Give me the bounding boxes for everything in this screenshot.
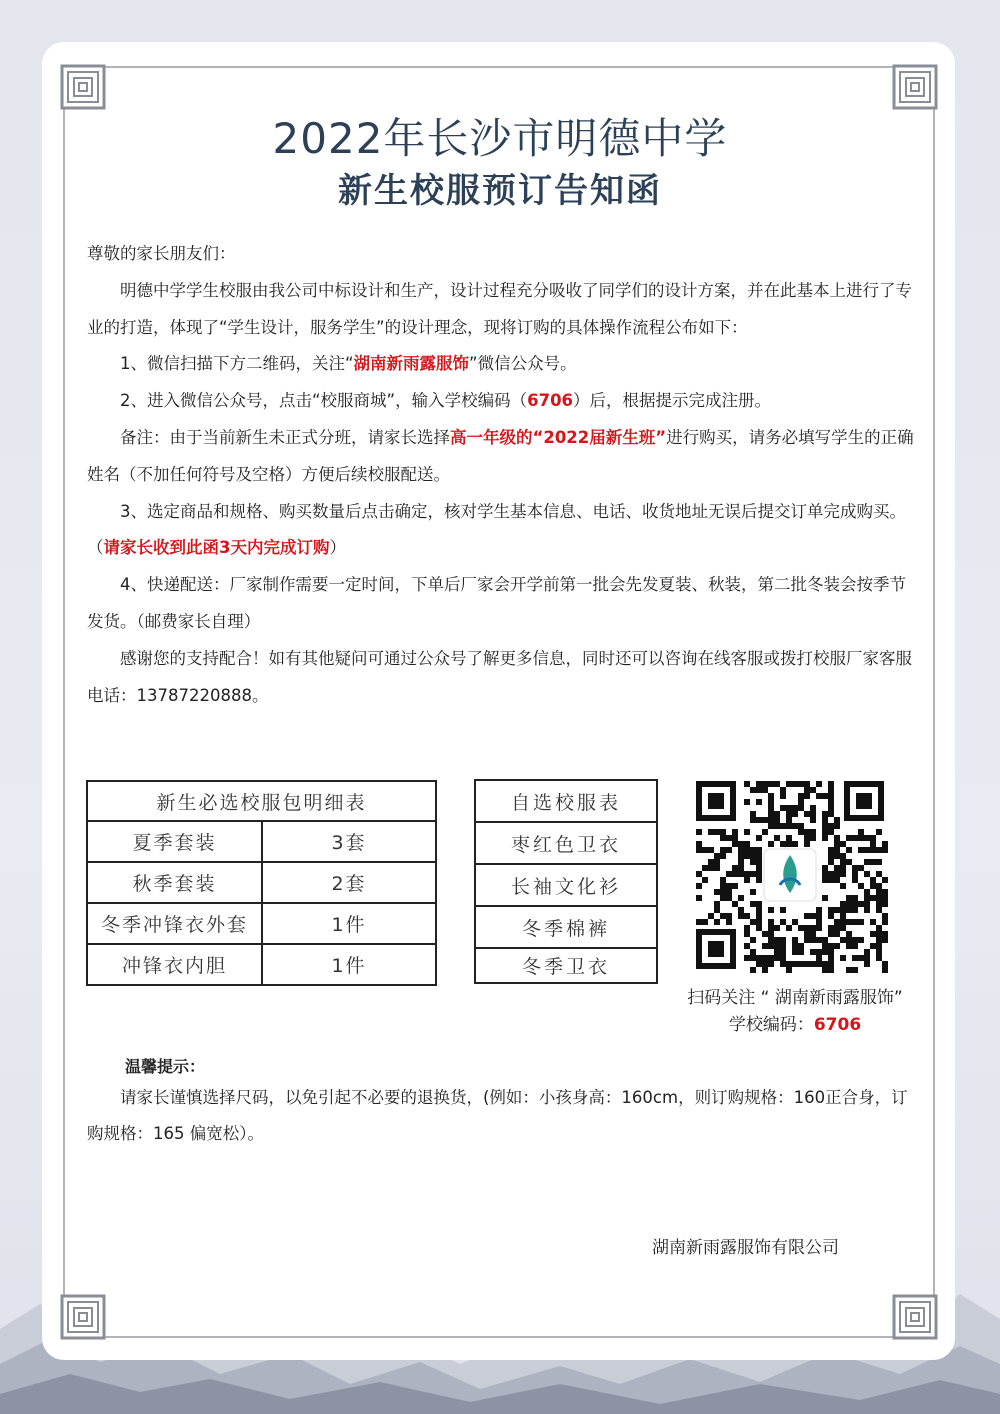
item-cell: 枣红色卫衣 (475, 822, 657, 864)
table-header: 新生必选校服包明细表 (87, 781, 436, 821)
step-2-text: 2、进入微信公众号，点击“校服商城”，输入学校编码（ (120, 391, 528, 411)
step-2 (87, 383, 917, 420)
school-code-label: 学校编码： (728, 1015, 814, 1035)
step-3-text-end: ） (329, 538, 346, 558)
deadline-highlight: 请家长收到此函3天内完成订购 (103, 538, 330, 558)
school-code-value: 6706 (813, 1015, 862, 1035)
tips-title: 温馨提示： (125, 1057, 206, 1076)
note (87, 420, 917, 494)
item-cell: 长袖文化衫 (475, 864, 657, 906)
optional-uniform-table (474, 779, 658, 984)
page-title: 2022年长沙市明德中学 (272, 114, 728, 163)
qr-caption: 扫码关注 “ 湖南新雨露服饰” (687, 988, 903, 1008)
tips-text: 请家长谨慎选择尺码，以免引起不必要的退换货，(例如：小孩身高：160cm，则订购规格：160正合身，订购规格：165 偏宽松）。 (87, 1088, 908, 1143)
thanks-paragraph: 感谢您的支持配合！如有其他疑问可通过公众号了解更多信息，同时还可以咨询在线客服或拨打校服厂家客服电话：13787220888。 (87, 648, 912, 705)
school-code-highlight: 6706 (527, 391, 574, 411)
note-text-end: 进行购买，请务必填写学生的正确姓名（不加任何符号及空格）方便后续校服配送。 (87, 427, 914, 484)
step-1-text-end: ”微信公众号。 (469, 354, 577, 374)
corner-ornament-icon (892, 64, 938, 110)
item-cell: 夏季套装 (87, 821, 262, 862)
table-row (475, 822, 657, 864)
corner-ornament-icon (60, 1294, 106, 1340)
item-cell: 冬季棉裤 (475, 906, 657, 948)
required-uniform-table (86, 780, 437, 986)
item-cell: 冲锋衣内胆 (87, 944, 262, 985)
letter-body (87, 236, 917, 714)
table-row (475, 906, 657, 948)
school-code-caption (660, 1010, 930, 1035)
item-cell: 冬季卫衣 (475, 948, 657, 983)
table-header: 自选校服表 (475, 780, 657, 822)
step-2-text-end: ）后，根据提示完成注册。 (573, 391, 772, 411)
class-highlight: 高一年级的“2022届新生班” (450, 427, 667, 447)
table-row (475, 948, 657, 983)
step-1 (87, 346, 917, 383)
qty-cell: 2套 (262, 862, 436, 903)
step-3 (87, 494, 917, 568)
table-row (87, 944, 436, 985)
table-row (87, 821, 436, 862)
step-3-text: 3、选定商品和规格、购买数量后点击确定，核对学生基本信息、电话、收货地址无误后提交订单完成购买。（ (87, 501, 906, 558)
table-row (475, 864, 657, 906)
tips-body (87, 1080, 917, 1152)
corner-ornament-icon (60, 64, 106, 110)
intro-paragraph: 明德中学学生校服由我公司中标设计和生产，设计过程充分吸收了同学们的设计方案，并在此基本上进行了专业的打造，体现了“学生设计，服务学生”的设计理念，现将订购的具体操作流程公布如下： (87, 280, 912, 337)
qr-code[interactable] (692, 777, 888, 973)
corner-ornament-icon (892, 1294, 938, 1340)
company-signature: 湖南新雨露服饰有限公司 (652, 1238, 839, 1258)
qty-cell: 1件 (262, 944, 436, 985)
qty-cell: 1件 (262, 903, 436, 944)
step-1-text: 1、微信扫描下方二维码，关注“ (120, 354, 354, 374)
note-text: 备注：由于当前新生未正式分班，请家长选择 (120, 427, 450, 447)
item-cell: 冬季冲锋衣外套 (87, 903, 262, 944)
step-4: 4、快递配送：厂家制作需要一定时间，下单后厂家会开学前第一批会先发夏装、秋装，第二批冬装会按季节发货。（邮费家长自理） (87, 575, 906, 631)
qty-cell: 3套 (262, 821, 436, 862)
table-row (87, 903, 436, 944)
table-row (87, 862, 436, 903)
item-cell: 秋季套装 (87, 862, 262, 903)
page-subtitle: 新生校服预订告知函 (338, 171, 662, 211)
account-name-highlight: 湖南新雨露服饰 (353, 354, 470, 374)
greeting: 尊敬的家长朋友们： (87, 244, 236, 263)
